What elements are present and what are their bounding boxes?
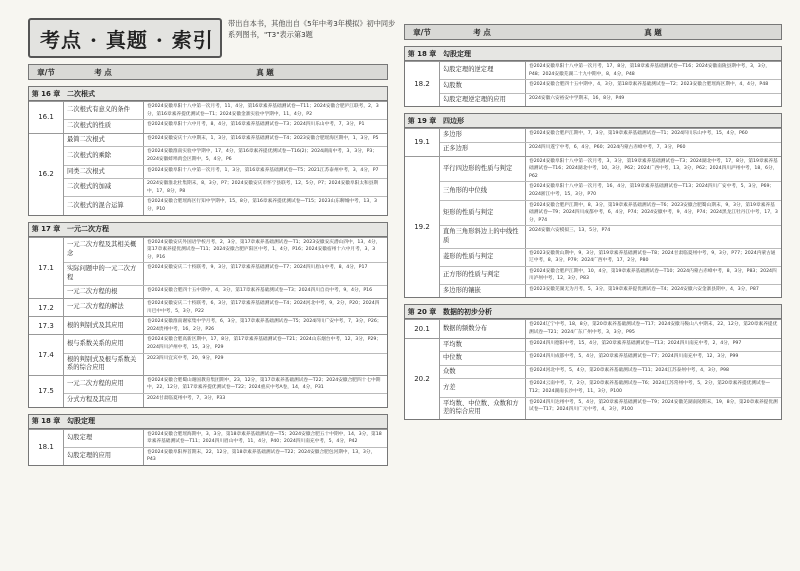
topic-cell: 方差: [440, 379, 526, 396]
table-row: [440, 225, 781, 247]
col-chapter-header: 章/节: [37, 67, 55, 77]
chapter-name: 勾股定理: [443, 49, 471, 58]
table-row: [64, 447, 387, 465]
section-number: 17.4: [29, 335, 64, 374]
col-topic-header: 考 点: [94, 67, 112, 77]
table-row: [440, 181, 781, 199]
topic-cell: 一元二次方程的解法: [64, 299, 144, 316]
table-row: [64, 299, 387, 316]
refs-cell: 卷2024安徽阜阳十八中第一次月考，3，3分，第19章素养基础测试卷—T3；2024湖北中考，17，8分，第19章素养基础测试卷—T16；2024湖北中考，10，3分，P62；2024广西中考，13，3分，P62；2024四川泸州中考，18，6分，P62: [529, 158, 778, 179]
table-row: [440, 320, 781, 337]
chapter-heading: [405, 305, 781, 319]
chapter-heading: [29, 87, 387, 101]
topic-cell: 根的判别式及其应用: [64, 317, 144, 334]
section-number: 20.2: [405, 339, 440, 419]
table-row: [440, 200, 781, 226]
chapter-name: 勾股定理: [67, 417, 95, 426]
refs-cell: 卷2024辽宁中考，18，8分，第20章素养基础测试卷—T17；2024安徽马鞍山八中期末，22，12分，第20章素养提优测试卷—T21；2024广东广州中考，3，3分，P95: [529, 322, 778, 336]
section-rows: [440, 129, 781, 155]
section-rows: [440, 62, 781, 106]
refs-cell: 2024四川遂宁中考，6，4分，P60；2024内蒙古赤峰中考，7，3分，P60: [529, 144, 686, 150]
topic-cell: 勾股定理的逆定理: [440, 62, 526, 79]
section-number: 17.3: [29, 317, 64, 334]
topic-cell: 勾股定理逆定理的应用: [440, 94, 526, 107]
topic-cell: 根与系数关系的应用: [64, 335, 144, 352]
chapter-block: [28, 222, 388, 408]
chapter-name: 四边形: [443, 116, 464, 125]
refs-cell: 卷2024安徽阜阳十八中第一次月考，17，8分，第18章素养基础测试卷—T16；2024安徽南陵县期中考，3，3分，P48；2024安徽芜湖二十九中期中，8，4分，P48: [529, 64, 771, 77]
section-rows: [64, 299, 387, 316]
refs-cell: 卷2024安徽安庆二十校联考，6，3分，第17章素养基础测试卷—T4；2024河北中考，9，2分，P20；2024四川巴中中考，5，3分，P22: [147, 301, 380, 314]
section-rows: [64, 134, 387, 215]
refs-cell: 卷2024安徽淮南谢家集中学月考，6，3分，第17章素养基础测试卷—T5；2024四川广安中考，7，3分，P26；2024贵州中考，16，2分，P26: [147, 319, 382, 332]
refs-cell: 卷2024安徽合肥四十五中期中，4，3分，第17章素养基础测试卷—T3；2024四川自贡中考，9，4分，P16: [147, 287, 373, 293]
table-row: [440, 129, 781, 142]
table-row: [64, 376, 387, 393]
refs-cell: 卷2024四川德阳中考，15，4分，第20章素养基础测试卷—T13；2024四川南充中考，2，4分，P97: [529, 340, 742, 346]
table-row: [64, 238, 387, 263]
section-block: [29, 375, 387, 407]
refs-cell: 卷2024四川达州中考，5，4分，第20章素养基础测试卷—T9；2024安徽芜湖南陵期末，19，8分，第20章素养提优测试卷—T17；2024四川广元中考，4，3分，P100: [529, 399, 778, 413]
page-title: 考点 · 真题 · 索引: [40, 28, 214, 52]
refs-cell: 卷2023安徽黄山期中，9，3分，第19章素养基础测试卷—T8；2024甘肃临夏州中考，9，3分，P77；2024内蒙古通辽中考，8，3分，P79；2024广西中考，17，2分，P80: [529, 250, 776, 264]
section-block: [405, 156, 781, 298]
table-row: [440, 266, 781, 284]
table-row: [64, 196, 387, 214]
col-refs-header: 真 题: [644, 27, 662, 37]
section-block: [29, 133, 387, 215]
table-row: [64, 102, 387, 119]
table-row: [64, 134, 387, 147]
topic-cell: 矩形的性质与判定: [440, 201, 526, 226]
chapter-block: [404, 304, 782, 419]
topic-cell: 二次根式的混合运算: [64, 197, 144, 214]
refs-cell: 卷2024安徽合肥瑶海期中，3，3分，第18章素养基础测试卷—T5；2024安徽合肥五十中期中，14，3分，第18章素养基础测试卷—T11；2024四川眉山中考，11，4分，P40；2024四川南充中考，5，4分，P42: [147, 431, 382, 445]
section-number: 16.1: [29, 102, 64, 133]
table-row: [64, 119, 387, 133]
refs-cell: 2024安徽六安模拟三，13，5分，P74: [529, 228, 611, 234]
table-row: [64, 165, 387, 179]
refs-cell: 卷2024安徽安庆外国语学校月考，2，3分，第17章素养基础测试卷—T1；2023安徽安庆潜山四中，13，4分，第17章素养提优测试卷—T11；2024安徽合肥庐阳区中考，1，4分，P16；2024安徽宿州十六中月考，3，3分，P16: [147, 239, 381, 260]
section-number: 17.2: [29, 299, 64, 316]
col-refs-header: 真 题: [256, 67, 274, 77]
topic-cell: 直角三角形斜边上的中线性质: [440, 226, 526, 247]
section-number: 19.1: [405, 129, 440, 155]
topic-cell: 分式方程及其应用: [64, 394, 144, 407]
table-row: [64, 353, 387, 375]
section-number: 18.1: [29, 430, 64, 465]
table-row: [64, 146, 387, 164]
section-number: 20.1: [405, 320, 440, 337]
refs-cell: 2024甘肃临夏州中考，7，3分，P33: [147, 396, 226, 402]
topic-cell: 勾股数: [440, 80, 526, 93]
header-note: 带出自本书，其他出自《5年中考3年模拟》初中同步系列图书，"T3"表示第3题: [228, 19, 396, 39]
section-rows: [64, 317, 387, 334]
refs-cell: 卷2024四川成都中考，5，4分，第20章素养基础测试卷—T7；2024四川南充中考，12，3分，P99: [529, 354, 739, 360]
chapter-block: [28, 86, 388, 216]
topic-cell: 众数: [440, 366, 526, 379]
refs-cell: 卷2024安徽阜阳界首期末，22，12分，第18章素养基础测试卷—T22；2024安徽合肥包河期中，13，3分，P43: [147, 449, 376, 463]
refs-cell: 卷2024安徽合肥蜀山谢国教育集团期中，23，12分，第17章素养基础测试卷—T22；2024安徽合肥四十七中期中，22，12分，第17章素养提优测试卷—T22；2024重庆中考A卷，14，4分，P31: [147, 377, 381, 391]
topic-cell: 最简二次根式: [64, 134, 144, 147]
topic-cell: 平行四边形的性质与判定: [440, 157, 526, 182]
section-rows: [64, 102, 387, 133]
left-chapters: [28, 86, 388, 466]
right-column: [404, 24, 782, 420]
chapter-name: 数据的初步分析: [443, 307, 492, 316]
table-row: [64, 335, 387, 352]
topic-cell: 二次根式的性质: [64, 120, 144, 133]
section-block: [405, 128, 781, 155]
table-row: [440, 378, 781, 396]
left-column: [28, 64, 388, 466]
chapter-heading: [29, 223, 387, 237]
topic-cell: 三角形的中位线: [440, 182, 526, 199]
refs-cell: 卷2024安徽合肥四十五中期中，4，3分，第18章素养基础测试卷—T2；2023安徽合肥瑶海区期中，4，4分，P48: [529, 82, 769, 88]
topic-cell: 勾股定理的应用: [64, 448, 144, 465]
refs-cell: 卷2024安徽阜阳十八中第一次月考，1，3分，第16章素养基础测试卷—T5；2021江苏泰州中考，3，4分，P7: [147, 167, 379, 173]
topic-cell: 平均数: [440, 339, 526, 352]
chapter-number: 第 16 章: [31, 89, 61, 98]
table-row: [440, 365, 781, 379]
topic-cell: 菱形的性质与判定: [440, 249, 526, 266]
section-rows: [440, 339, 781, 419]
chapter-heading: [29, 415, 387, 429]
refs-cell: 卷2024安徽合肥高新区期中，17，8分，第17章素养基础测试卷—T21；2024山东烟台中考，12，3分，P29；2024四川泸州中考，15，3分，P29: [147, 337, 382, 351]
section-block: [29, 316, 387, 334]
refs-cell: 卷2024河北中考，5，4分，第20章素养基础测试卷—T11；2024江苏泰州中考，4，3分，P98: [529, 367, 729, 373]
topic-cell: 一元二次方程的根: [64, 286, 144, 299]
section-block: [29, 298, 387, 316]
table-row: [440, 93, 781, 107]
topic-cell: 一元二次方程及其相关概念: [64, 238, 144, 263]
refs-cell: 卷2024安徽阜阳十八中第一次月考，11，4分，第16章素养基础测试卷—T11；2024安徽合肥庐江联考，2，3分，第16章素养提优测试卷—T1；2024安徽金寨实验中学期中，11，4分，P2: [147, 104, 379, 117]
refs-cell: 2023四川宜宾中考，20，9分，P29: [147, 355, 224, 361]
table-row: [440, 248, 781, 266]
col-chapter-header: 章/节: [413, 27, 431, 37]
topic-cell: 数据的频数分布: [440, 320, 526, 337]
topic-cell: 正多边形: [440, 143, 526, 156]
chapter-name: 二次根式: [67, 89, 95, 98]
table-row: [440, 79, 781, 93]
section-number: 18.2: [405, 62, 440, 106]
table-row: [440, 351, 781, 365]
page-header: [28, 10, 396, 68]
chapter-block: [404, 46, 782, 107]
refs-cell: 卷2024安徽安庆十六中期末，1，3分，第16章素养基础测试卷—T4；2023安徽合肥瑶海区期中，1，3分，P5: [147, 135, 379, 141]
table-row: [64, 430, 387, 447]
table-row: [440, 157, 781, 182]
chapter-number: 第 18 章: [31, 417, 61, 426]
refs-cell: 卷2024安徽合肥庐江期中，7，3分，第19章素养基础测试卷—T1；2024四川乐山中考，15，4分，P60: [529, 131, 748, 137]
topic-cell: 二次根式的加减: [64, 179, 144, 196]
right-chapters: [404, 46, 782, 420]
refs-cell: 卷2024安徽合肥瑶海区行知中学期中，15，8分，第16章素养提优测试卷—T15；2023山东聊城中考，13，3分，P10: [147, 199, 377, 212]
table-header-right: [404, 24, 782, 40]
table-row: [440, 397, 781, 419]
chapter-name: 一元二次方程: [67, 225, 109, 234]
topic-cell: 多边形: [440, 129, 526, 142]
section-number: 19.2: [405, 157, 440, 298]
topic-cell: 实际问题中的一元二次方程: [64, 263, 144, 284]
table-header-left: [28, 64, 388, 80]
section-rows: [440, 320, 781, 337]
section-rows: [64, 238, 387, 299]
table-row: [64, 262, 387, 284]
chapter-block: [28, 414, 388, 466]
refs-cell: 卷2024安徽合肥庐江期中，8，3分，第19章素养基础测试卷—T6；2023安徽合肥蜀山期末，9，3分，第19章素养基础测试卷—T9；2024四川成都中考，6，4分，P74；2024安徽中考，9，4分，P74；2024黑龙江牡丹江中考，17，3分，P74: [529, 202, 778, 223]
col-topic-header: 考 点: [473, 27, 491, 37]
chapter-number: 第 19 章: [407, 116, 437, 125]
section-block: [29, 101, 387, 133]
topic-cell: 勾股定理: [64, 430, 144, 447]
table-row: [440, 339, 781, 352]
section-block: [405, 338, 781, 419]
section-block: [405, 61, 781, 106]
table-row: [440, 284, 781, 298]
section-number: 16.2: [29, 134, 64, 215]
topic-cell: 一元二次方程的应用: [64, 376, 144, 393]
chapter-block: [404, 113, 782, 298]
section-rows: [64, 430, 387, 465]
section-number: 17.1: [29, 238, 64, 299]
refs-cell: 卷2024安徽阜阳十八中第一次月考，16，4分，第19章素养基础测试卷—T13；2024四川广安中考，5，3分，P69；2024浙江中考，15，3分，P70: [529, 184, 775, 197]
refs-cell: 卷2024安徽淮南实验中学期中，17，4分，第16章素养提优测试卷—T16(2)；2024湖南中考，3，3分，P3；2024安徽蚌埠禹会区期中，5，4分，P6: [147, 149, 378, 162]
table-row: [64, 178, 387, 196]
section-rows: [64, 335, 387, 374]
title-banner: [28, 18, 222, 58]
table-row: [440, 62, 781, 79]
topic-cell: 中位数: [440, 352, 526, 365]
refs-cell: 卷2024安徽合肥庐江期中，10，4分，第19章素养基础测试卷—T10；2024内蒙古赤峰中考，8，3分，P83；2024四川泸州中考，12，3分，P83: [529, 268, 777, 282]
section-rows: [64, 376, 387, 407]
refs-cell: 2024安徽淮北杜集期末，8，3分，P7；2024安徽安庆市怀宁县联考，12，5分，P7；2024安徽阜阳太和县期中，17，8分，P8: [147, 181, 379, 194]
chapter-heading: [405, 47, 781, 61]
topic-cell: 平均数、中位数、众数和方差的综合应用: [440, 398, 526, 419]
chapter-number: 第 20 章: [407, 307, 437, 316]
section-block: [405, 319, 781, 337]
table-row: [64, 317, 387, 334]
chapter-number: 第 17 章: [31, 225, 61, 234]
section-block: [29, 334, 387, 374]
section-block: [29, 237, 387, 299]
section-number: 17.5: [29, 376, 64, 407]
topic-cell: 多边形的镶嵌: [440, 285, 526, 298]
chapter-heading: [405, 114, 781, 128]
topic-cell: 正方形的性质与判定: [440, 267, 526, 284]
refs-cell: 卷2024安徽安庆二十校联考，9，3分，第17章素养基础测试卷—T7；2024四川眉山中考，8，4分，P17: [147, 265, 368, 271]
refs-cell: 卷2024云南中考，7，2分，第20章素养基础测试卷—T6；2024江苏常州中考，5，2分，第20章素养提优测试卷—T12；2024湖南长沙中考，11，3分，P100: [529, 381, 771, 395]
topic-cell: 同类二次根式: [64, 166, 144, 179]
section-block: [29, 429, 387, 465]
refs-cell: 卷2024安徽阜阳十六中月考，8，4分，第16章素养基础测试卷—T3；2024四川乐山中考，7，3分，P1: [147, 122, 365, 128]
refs-cell: 卷2023安徽芜湖无为月考，5，3分，第19章素养提优测试卷—T4；2024安徽六安金寨县期中，4，3分，P87: [529, 286, 759, 292]
table-row: [64, 393, 387, 407]
topic-cell: 二次根式的乘除: [64, 147, 144, 164]
refs-cell: 2024安徽六安裕安中学期末，16，8分，P49: [529, 95, 625, 101]
chapter-number: 第 18 章: [407, 49, 437, 58]
table-row: [64, 285, 387, 299]
table-row: [440, 142, 781, 156]
section-rows: [440, 157, 781, 298]
topic-cell: 根的判别式及根与系数关系的综合应用: [64, 354, 144, 375]
topic-cell: 二次根式有意义的条件: [64, 102, 144, 119]
